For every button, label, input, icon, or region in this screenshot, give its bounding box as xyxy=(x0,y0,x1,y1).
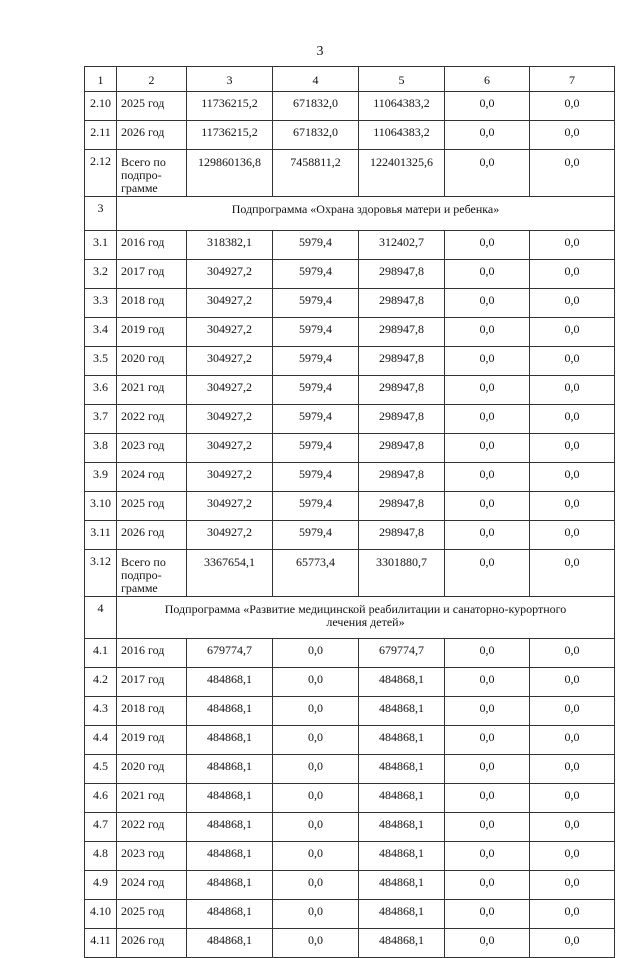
col7-value: 0,0 xyxy=(530,434,615,463)
col6-value: 0,0 xyxy=(445,492,530,521)
col4-value: 65773,4 xyxy=(273,550,359,597)
col6-value: 0,0 xyxy=(445,92,530,121)
table-row xyxy=(85,92,615,121)
col5-value: 484868,1 xyxy=(359,697,445,726)
col4-value: 671832,0 xyxy=(273,92,359,121)
col6-value: 0,0 xyxy=(445,784,530,813)
col5-value: 298947,8 xyxy=(359,463,445,492)
row-label: 2026 год xyxy=(117,521,187,550)
row-number: 3.5 xyxy=(85,347,117,376)
row-label: 2017 год xyxy=(117,668,187,697)
row-label: 2017 год xyxy=(117,260,187,289)
col4-value: 0,0 xyxy=(273,726,359,755)
col5-value: 298947,8 xyxy=(359,492,445,521)
header-cell: 5 xyxy=(359,67,445,92)
col3-value: 484868,1 xyxy=(187,784,273,813)
section-title: Подпрограмма «Охрана здоровья матери и ребенка» xyxy=(117,197,615,231)
col3-value: 304927,2 xyxy=(187,347,273,376)
row-number: 3.6 xyxy=(85,376,117,405)
col7-value: 0,0 xyxy=(530,150,615,197)
section-title: Подпрограмма «Развитие медицинской реабилитации и санаторно-курортного лечения детей» xyxy=(117,597,615,639)
col5-value: 298947,8 xyxy=(359,318,445,347)
col5-value: 484868,1 xyxy=(359,668,445,697)
col3-value: 304927,2 xyxy=(187,405,273,434)
col6-value: 0,0 xyxy=(445,813,530,842)
table-row xyxy=(85,929,615,958)
col6-value: 0,0 xyxy=(445,260,530,289)
table-row xyxy=(85,260,615,289)
table-row xyxy=(85,405,615,434)
col3-value: 318382,1 xyxy=(187,231,273,260)
col6-value: 0,0 xyxy=(445,755,530,784)
col5-value: 484868,1 xyxy=(359,755,445,784)
col3-value: 304927,2 xyxy=(187,492,273,521)
col4-value: 0,0 xyxy=(273,900,359,929)
col7-value: 0,0 xyxy=(530,289,615,318)
row-number: 2.11 xyxy=(85,121,117,150)
section-row xyxy=(85,597,615,639)
row-number: 3.12 xyxy=(85,550,117,597)
col6-value: 0,0 xyxy=(445,121,530,150)
col4-value: 5979,4 xyxy=(273,492,359,521)
row-number: 3.1 xyxy=(85,231,117,260)
col4-value: 5979,4 xyxy=(273,289,359,318)
row-number: 3.9 xyxy=(85,463,117,492)
col3-value: 304927,2 xyxy=(187,521,273,550)
col7-value: 0,0 xyxy=(530,121,615,150)
section-row xyxy=(85,197,615,231)
row-label: 2016 год xyxy=(117,639,187,668)
col4-value: 5979,4 xyxy=(273,434,359,463)
header-cell: 1 xyxy=(85,67,117,92)
table-row xyxy=(85,434,615,463)
col6-value: 0,0 xyxy=(445,639,530,668)
col6-value: 0,0 xyxy=(445,726,530,755)
col3-value: 484868,1 xyxy=(187,929,273,958)
col4-value: 0,0 xyxy=(273,668,359,697)
col4-value: 671832,0 xyxy=(273,121,359,150)
col4-value: 0,0 xyxy=(273,842,359,871)
row-label: 2024 год xyxy=(117,871,187,900)
col7-value: 0,0 xyxy=(530,231,615,260)
row-number: 4.2 xyxy=(85,668,117,697)
col5-value: 298947,8 xyxy=(359,260,445,289)
total-row xyxy=(85,150,615,197)
col6-value: 0,0 xyxy=(445,842,530,871)
table-row xyxy=(85,347,615,376)
col6-value: 0,0 xyxy=(445,347,530,376)
row-label: 2020 год xyxy=(117,755,187,784)
row-number: 4.10 xyxy=(85,900,117,929)
col5-value: 484868,1 xyxy=(359,813,445,842)
col7-value: 0,0 xyxy=(530,697,615,726)
col6-value: 0,0 xyxy=(445,434,530,463)
col7-value: 0,0 xyxy=(530,405,615,434)
col6-value: 0,0 xyxy=(445,668,530,697)
col5-value: 11064383,2 xyxy=(359,92,445,121)
row-label: 2018 год xyxy=(117,697,187,726)
col4-value: 5979,4 xyxy=(273,347,359,376)
row-label: 2021 год xyxy=(117,784,187,813)
row-number: 4.11 xyxy=(85,929,117,958)
col6-value: 0,0 xyxy=(445,871,530,900)
table-row xyxy=(85,813,615,842)
col3-value: 484868,1 xyxy=(187,755,273,784)
col3-value: 304927,2 xyxy=(187,260,273,289)
col3-value: 3367654,1 xyxy=(187,550,273,597)
row-label: 2023 год xyxy=(117,434,187,463)
row-label: 2019 год xyxy=(117,726,187,755)
col3-value: 484868,1 xyxy=(187,900,273,929)
col7-value: 0,0 xyxy=(530,550,615,597)
row-number: 3.3 xyxy=(85,289,117,318)
col5-value: 484868,1 xyxy=(359,929,445,958)
table-row xyxy=(85,697,615,726)
header-cell: 6 xyxy=(445,67,530,92)
row-label: 2021 год xyxy=(117,376,187,405)
col5-value: 11064383,2 xyxy=(359,121,445,150)
table-row xyxy=(85,668,615,697)
col3-value: 304927,2 xyxy=(187,463,273,492)
col7-value: 0,0 xyxy=(530,900,615,929)
col4-value: 5979,4 xyxy=(273,463,359,492)
col7-value: 0,0 xyxy=(530,929,615,958)
col3-value: 484868,1 xyxy=(187,668,273,697)
col7-value: 0,0 xyxy=(530,842,615,871)
col5-value: 122401325,6 xyxy=(359,150,445,197)
col3-value: 484868,1 xyxy=(187,871,273,900)
col4-value: 0,0 xyxy=(273,639,359,668)
row-label: 2023 год xyxy=(117,842,187,871)
col6-value: 0,0 xyxy=(445,231,530,260)
col3-value: 304927,2 xyxy=(187,318,273,347)
col4-value: 7458811,2 xyxy=(273,150,359,197)
col6-value: 0,0 xyxy=(445,376,530,405)
col7-value: 0,0 xyxy=(530,92,615,121)
row-number: 4.9 xyxy=(85,871,117,900)
row-number: 3.10 xyxy=(85,492,117,521)
col7-value: 0,0 xyxy=(530,318,615,347)
col5-value: 298947,8 xyxy=(359,376,445,405)
col6-value: 0,0 xyxy=(445,521,530,550)
row-label: 2016 год xyxy=(117,231,187,260)
col3-value: 11736215,2 xyxy=(187,92,273,121)
col7-value: 0,0 xyxy=(530,463,615,492)
col7-value: 0,0 xyxy=(530,639,615,668)
row-number: 4.5 xyxy=(85,755,117,784)
col4-value: 5979,4 xyxy=(273,405,359,434)
col4-value: 0,0 xyxy=(273,784,359,813)
col3-value: 129860136,8 xyxy=(187,150,273,197)
col3-value: 304927,2 xyxy=(187,376,273,405)
col3-value: 304927,2 xyxy=(187,289,273,318)
col5-value: 298947,8 xyxy=(359,521,445,550)
row-number: 4.4 xyxy=(85,726,117,755)
table-row xyxy=(85,784,615,813)
row-number: 4.6 xyxy=(85,784,117,813)
col3-value: 11736215,2 xyxy=(187,121,273,150)
row-number: 3.2 xyxy=(85,260,117,289)
col4-value: 5979,4 xyxy=(273,376,359,405)
col5-value: 484868,1 xyxy=(359,726,445,755)
row-number: 4.8 xyxy=(85,842,117,871)
row-number: 2.10 xyxy=(85,92,117,121)
table-row xyxy=(85,492,615,521)
table-row xyxy=(85,871,615,900)
row-label: 2022 год xyxy=(117,405,187,434)
col5-value: 679774,7 xyxy=(359,639,445,668)
col7-value: 0,0 xyxy=(530,784,615,813)
table-row xyxy=(85,121,615,150)
row-number: 4.3 xyxy=(85,697,117,726)
table-row xyxy=(85,463,615,492)
row-label: 2019 год xyxy=(117,318,187,347)
row-number: 3.7 xyxy=(85,405,117,434)
col5-value: 298947,8 xyxy=(359,405,445,434)
col7-value: 0,0 xyxy=(530,376,615,405)
row-label: 2018 год xyxy=(117,289,187,318)
col6-value: 0,0 xyxy=(445,900,530,929)
col4-value: 5979,4 xyxy=(273,521,359,550)
header-cell: 7 xyxy=(530,67,615,92)
row-number: 3.11 xyxy=(85,521,117,550)
col7-value: 0,0 xyxy=(530,260,615,289)
row-number: 4.7 xyxy=(85,813,117,842)
col4-value: 0,0 xyxy=(273,929,359,958)
col5-value: 484868,1 xyxy=(359,842,445,871)
col6-value: 0,0 xyxy=(445,318,530,347)
section-number: 4 xyxy=(85,597,117,639)
col3-value: 484868,1 xyxy=(187,697,273,726)
col4-value: 5979,4 xyxy=(273,318,359,347)
table-row xyxy=(85,900,615,929)
table-row xyxy=(85,639,615,668)
row-label: 2025 год xyxy=(117,900,187,929)
row-label: Всего по подпро-грамме xyxy=(117,550,187,597)
total-row xyxy=(85,550,615,597)
col3-value: 679774,7 xyxy=(187,639,273,668)
row-number: 2.12 xyxy=(85,150,117,197)
row-label: 2020 год xyxy=(117,347,187,376)
col5-value: 3301880,7 xyxy=(359,550,445,597)
col7-value: 0,0 xyxy=(530,492,615,521)
col4-value: 0,0 xyxy=(273,755,359,784)
table-row xyxy=(85,755,615,784)
row-number: 3.4 xyxy=(85,318,117,347)
table-row xyxy=(85,842,615,871)
col6-value: 0,0 xyxy=(445,550,530,597)
table-row xyxy=(85,726,615,755)
row-label: Всего по подпро-грамме xyxy=(117,150,187,197)
budget-table xyxy=(84,66,615,958)
col7-value: 0,0 xyxy=(530,668,615,697)
col5-value: 298947,8 xyxy=(359,347,445,376)
col5-value: 484868,1 xyxy=(359,871,445,900)
col4-value: 0,0 xyxy=(273,871,359,900)
table-row xyxy=(85,289,615,318)
row-label: 2022 год xyxy=(117,813,187,842)
col4-value: 5979,4 xyxy=(273,260,359,289)
col4-value: 5979,4 xyxy=(273,231,359,260)
col4-value: 0,0 xyxy=(273,813,359,842)
col6-value: 0,0 xyxy=(445,697,530,726)
col3-value: 304927,2 xyxy=(187,434,273,463)
section-number: 3 xyxy=(85,197,117,231)
col7-value: 0,0 xyxy=(530,726,615,755)
col7-value: 0,0 xyxy=(530,755,615,784)
col5-value: 484868,1 xyxy=(359,784,445,813)
col5-value: 298947,8 xyxy=(359,434,445,463)
header-cell: 4 xyxy=(273,67,359,92)
table-row xyxy=(85,318,615,347)
col5-value: 298947,8 xyxy=(359,289,445,318)
header-cell: 2 xyxy=(117,67,187,92)
header-row xyxy=(85,67,615,92)
col6-value: 0,0 xyxy=(445,405,530,434)
col4-value: 0,0 xyxy=(273,697,359,726)
col7-value: 0,0 xyxy=(530,347,615,376)
col6-value: 0,0 xyxy=(445,150,530,197)
col7-value: 0,0 xyxy=(530,871,615,900)
row-label: 2026 год xyxy=(117,121,187,150)
row-number: 4.1 xyxy=(85,639,117,668)
col6-value: 0,0 xyxy=(445,463,530,492)
row-label: 2026 год xyxy=(117,929,187,958)
row-label: 2025 год xyxy=(117,92,187,121)
col7-value: 0,0 xyxy=(530,813,615,842)
col3-value: 484868,1 xyxy=(187,842,273,871)
table-row xyxy=(85,521,615,550)
table-row xyxy=(85,376,615,405)
row-label: 2025 год xyxy=(117,492,187,521)
table-body xyxy=(85,67,615,958)
col5-value: 312402,7 xyxy=(359,231,445,260)
row-number: 3.8 xyxy=(85,434,117,463)
col3-value: 484868,1 xyxy=(187,813,273,842)
table-row xyxy=(85,231,615,260)
col6-value: 0,0 xyxy=(445,929,530,958)
header-cell: 3 xyxy=(187,67,273,92)
col6-value: 0,0 xyxy=(445,289,530,318)
row-label: 2024 год xyxy=(117,463,187,492)
col3-value: 484868,1 xyxy=(187,726,273,755)
col7-value: 0,0 xyxy=(530,521,615,550)
col5-value: 484868,1 xyxy=(359,900,445,929)
page-number: 3 xyxy=(316,44,324,59)
